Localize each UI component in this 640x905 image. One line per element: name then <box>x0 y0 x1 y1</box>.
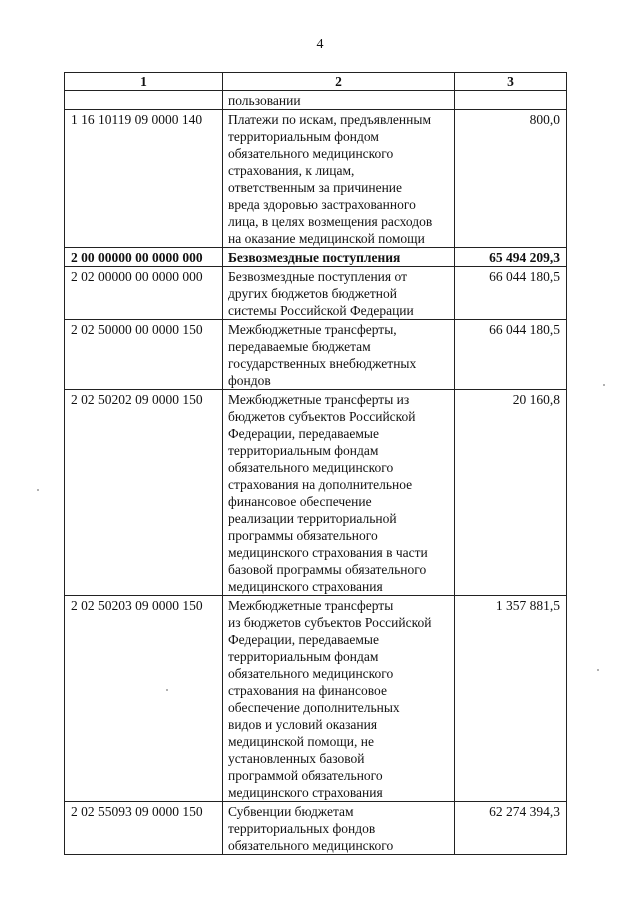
table-row <box>65 248 567 267</box>
row-amount: 1 357 881,5 <box>455 596 567 802</box>
row-name <box>223 320 455 390</box>
row-name-line: медицинского страхования <box>228 579 383 594</box>
row-name-line: Межбюджетные трансферты из <box>228 392 410 407</box>
column-header-name: 2 <box>223 73 455 91</box>
row-code <box>65 91 223 110</box>
row-code: 2 02 50202 09 0000 150 <box>65 390 223 596</box>
row-name <box>223 110 455 248</box>
row-name-line: Субвенции бюджетам <box>228 804 354 819</box>
row-code: 2 02 55093 09 0000 150 <box>65 802 223 855</box>
row-amount: 65 494 209,3 <box>455 248 567 267</box>
row-name-line: медицинского страхования в части <box>228 545 428 560</box>
row-name <box>223 267 455 320</box>
row-name-line: лица, в целях возмещения расходов <box>228 214 433 229</box>
row-name-line: Межбюджетные трансферты, <box>228 322 397 337</box>
row-amount <box>455 91 567 110</box>
row-code: 1 16 10119 09 0000 140 <box>65 110 223 248</box>
row-name-line: других бюджетов бюджетной <box>228 286 397 301</box>
row-name-line: системы Российской Федерации <box>228 303 414 318</box>
row-name-line: медицинского страхования <box>228 785 383 800</box>
row-name-line: базовой программы обязательного <box>228 562 427 577</box>
row-name-line: обязательного медицинского <box>228 460 394 475</box>
revenue-table <box>64 72 567 855</box>
row-name-line: медицинской помощи, не <box>228 734 374 749</box>
table-row <box>65 596 567 802</box>
row-name-line: вреда здоровью застрахованного <box>228 197 416 212</box>
table-row <box>65 320 567 390</box>
row-name-line: государственных внебюджетных <box>228 356 417 371</box>
row-name-line: реализации территориальной <box>228 511 397 526</box>
table-row <box>65 110 567 248</box>
row-name-line: Платежи по искам, предъявленным <box>228 112 431 127</box>
row-name-line: установленных базовой <box>228 751 365 766</box>
row-name-line: обязательного медицинского <box>228 666 394 681</box>
row-name-line: страхования на дополнительное <box>228 477 413 492</box>
row-amount: 800,0 <box>455 110 567 248</box>
row-name-line: на оказание медицинской помощи <box>228 231 425 246</box>
table-row <box>65 390 567 596</box>
row-name-line: Безвозмездные поступления от <box>228 269 407 284</box>
table-row <box>65 267 567 320</box>
row-amount: 66 044 180,5 <box>455 320 567 390</box>
scan-speck <box>37 489 39 491</box>
row-name-line: видов и условий оказания <box>228 717 378 732</box>
row-name-line: пользовании <box>228 93 301 108</box>
scan-speck <box>166 689 168 691</box>
row-name-line: территориальным фондам <box>228 443 379 458</box>
row-name-line: бюджетов субъектов Российской <box>228 409 416 424</box>
row-name-line: фондов <box>228 373 271 388</box>
row-name-line: финансовое обеспечение <box>228 494 372 509</box>
row-name <box>223 91 455 110</box>
row-name-line: из бюджетов субъектов Российской <box>228 615 432 630</box>
page-number: 4 <box>316 37 324 52</box>
row-name-line: программой обязательного <box>228 768 383 783</box>
row-name-line: ответственным за причинение <box>228 180 403 195</box>
row-name-line: Межбюджетные трансферты <box>228 598 394 613</box>
row-name-line: обеспечение дополнительных <box>228 700 400 715</box>
row-name-line: Безвозмездные поступления <box>228 250 401 265</box>
row-code: 2 00 00000 00 0000 000 <box>65 248 223 267</box>
row-name <box>223 248 455 267</box>
table-row <box>65 91 567 110</box>
row-amount: 62 274 394,3 <box>455 802 567 855</box>
row-name <box>223 802 455 855</box>
table-header-row <box>65 73 567 91</box>
row-name-line: программы обязательного <box>228 528 378 543</box>
row-name-line: Федерации, передаваемые <box>228 632 379 647</box>
row-code: 2 02 00000 00 0000 000 <box>65 267 223 320</box>
scan-speck <box>597 669 599 671</box>
row-amount: 20 160,8 <box>455 390 567 596</box>
row-name-line: страхования на финансовое <box>228 683 387 698</box>
column-header-code: 1 <box>65 73 223 91</box>
row-name-line: обязательного медицинского <box>228 838 394 853</box>
row-name <box>223 390 455 596</box>
row-name-line: территориальных фондов <box>228 821 376 836</box>
row-name-line: территориальным фондам <box>228 649 379 664</box>
row-code: 2 02 50203 09 0000 150 <box>65 596 223 802</box>
row-name-line: передаваемые бюджетам <box>228 339 371 354</box>
row-name-line: страхования, к лицам, <box>228 163 355 178</box>
table-body <box>65 91 567 855</box>
row-name-line: территориальным фондом <box>228 129 379 144</box>
row-name-line: обязательного медицинского <box>228 146 394 161</box>
row-name <box>223 596 455 802</box>
table-row <box>65 802 567 855</box>
column-header-amount: 3 <box>455 73 567 91</box>
scan-speck <box>603 384 605 386</box>
row-name-line: Федерации, передаваемые <box>228 426 379 441</box>
row-amount: 66 044 180,5 <box>455 267 567 320</box>
row-code: 2 02 50000 00 0000 150 <box>65 320 223 390</box>
